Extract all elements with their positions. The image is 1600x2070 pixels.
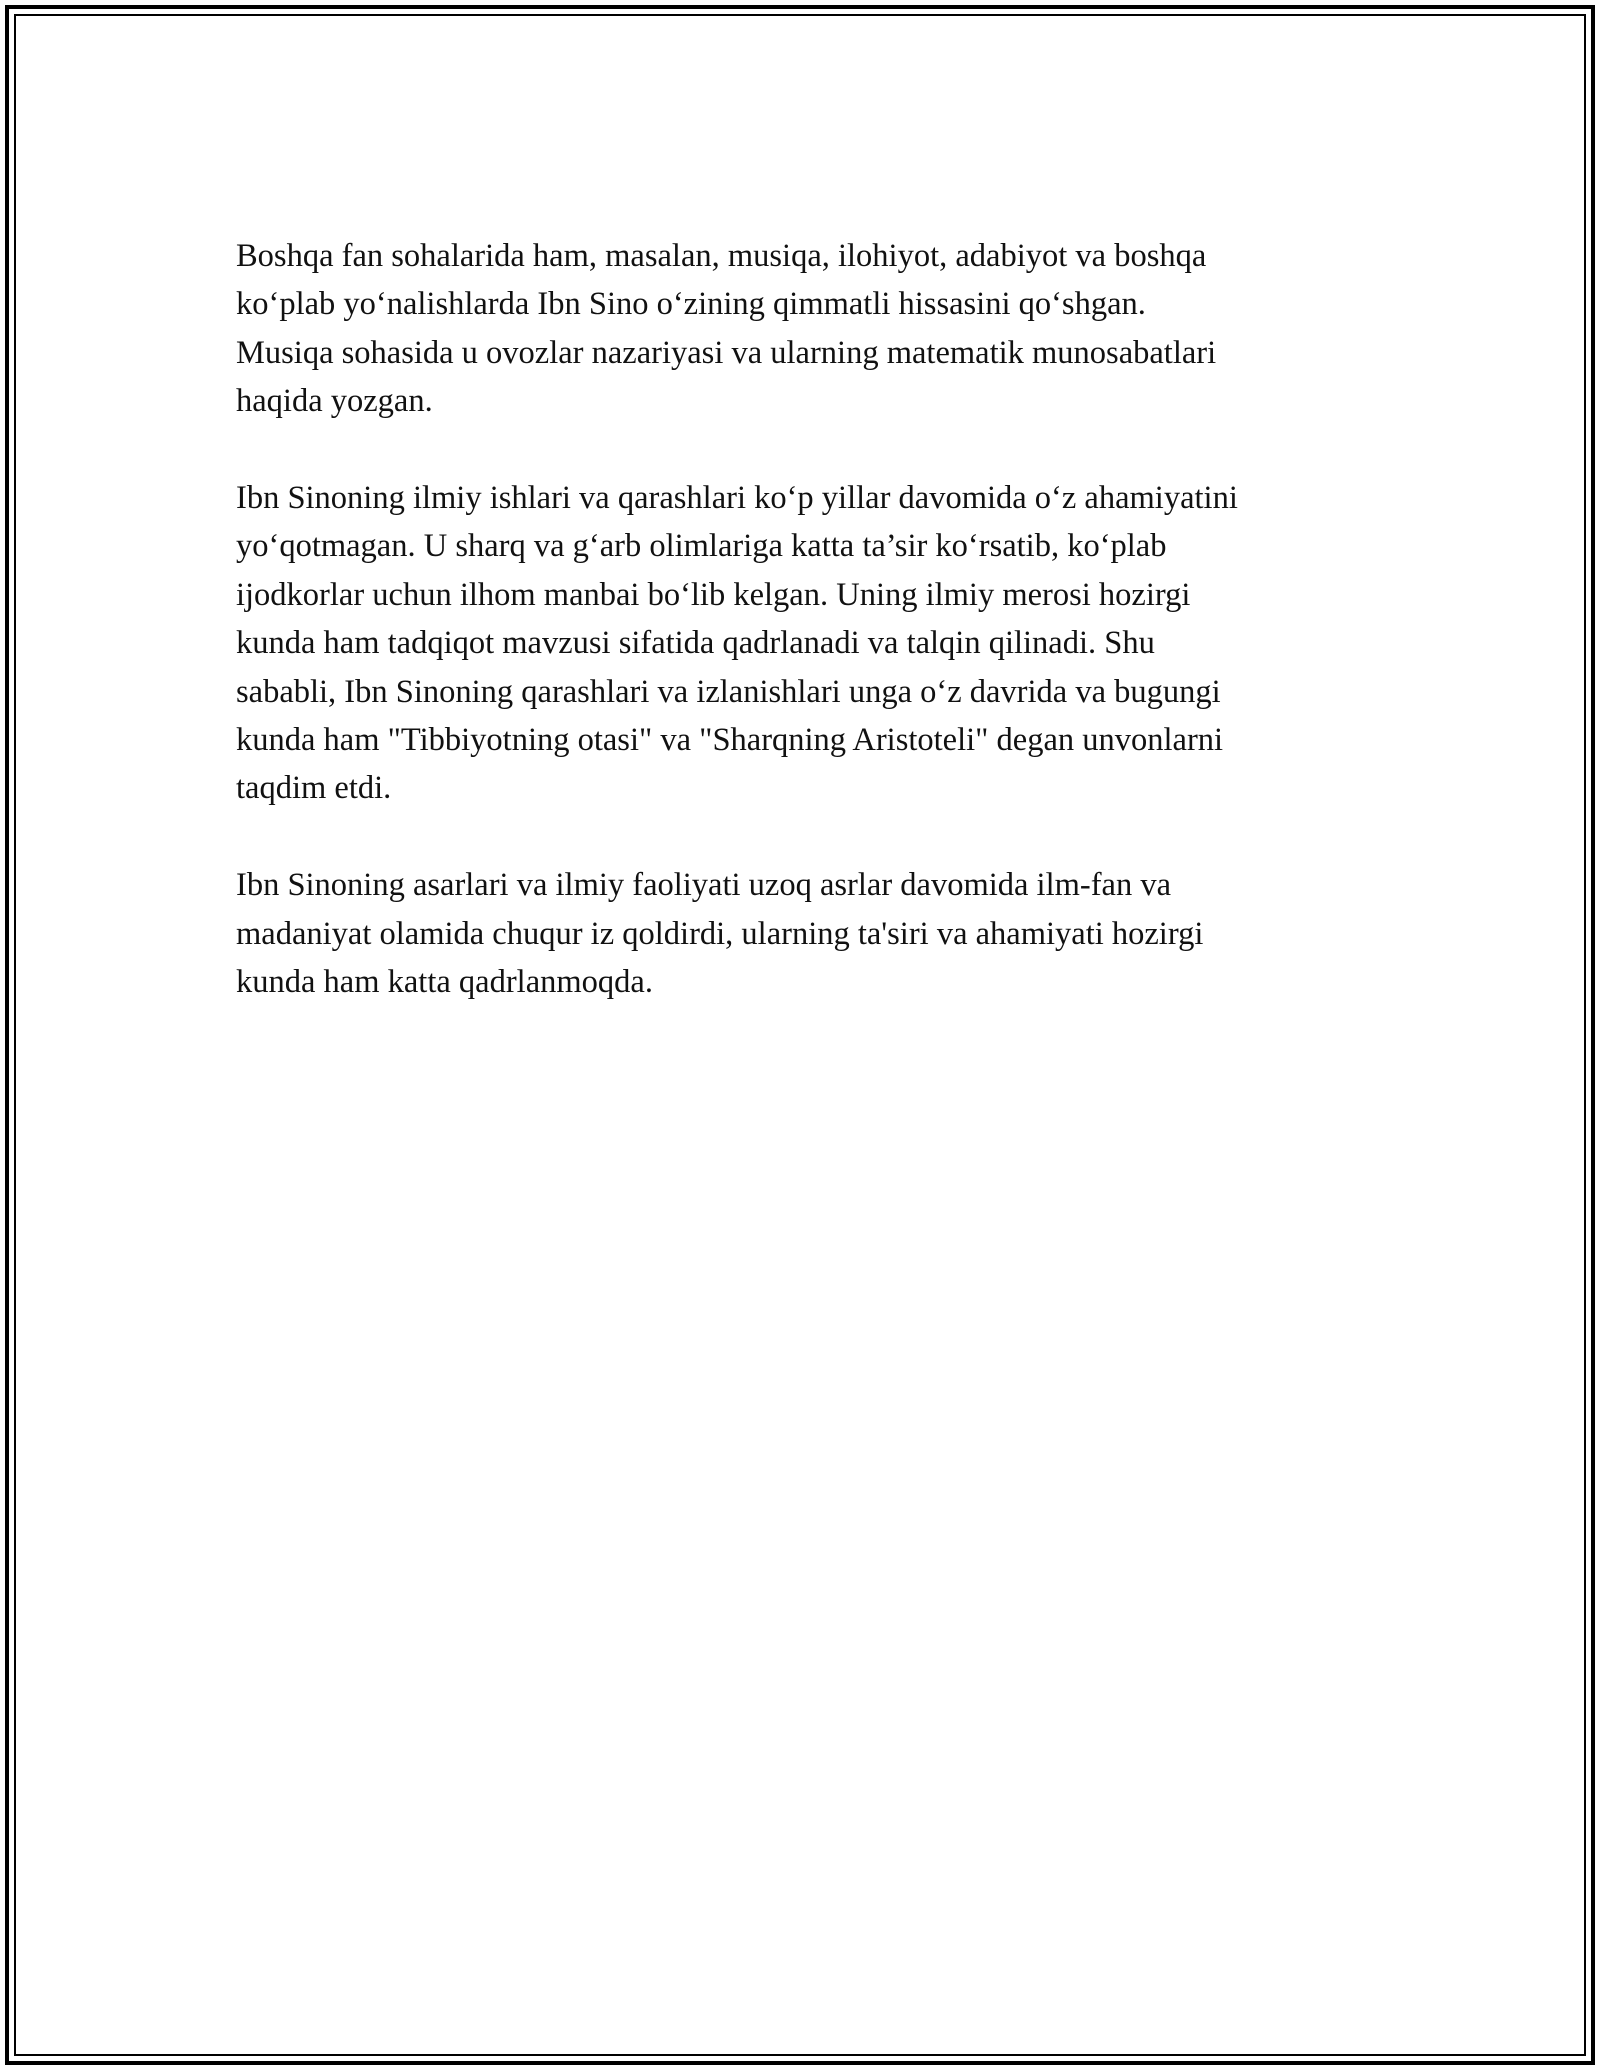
document-body: [236, 232, 1386, 1055]
paragraph-3: Ibn Sinoning asarlari va ilmiy faoliyati uzoq asrlar davomida ilm-fan va madaniyat olamida chuqur iz qoldirdi, ularning ta'siri va ahamiyati hozirgi kunda ham katta qadrlanmoqda.: [236, 867, 1204, 1001]
paragraph-2: Ibn Sinoning ilmiy ishlari va qarashlari ko‘p yillar davomida o‘z ahamiyatini yo‘qotmagan. U sharq va g‘arb olimlariga katta ta’sir ko‘rsatib, ko‘plab ijodkorlar uchun ilhom manbai bo‘lib kelgan. Uning ilmiy merosi hozirgi kunda ham tadqiqot mavzusi sifatida qadrlanadi va talqin qilinadi. Shu sababli, Ibn Sinoning qarashlari va izlanishlari unga o‘z davrida va bugungi kunda ham "Tibbiyotning otasi" va "Sharqning Aristoteli" degan unvonlarni taqdim etdi.: [236, 480, 1238, 807]
paragraph-1: Boshqa fan sohalarida ham, masalan, musiqa, ilohiyot, adabiyot va boshqa ko‘plab yo‘nalishlarda Ibn Sino o‘zining qimmatli hissasini qo‘shgan. Musiqa sohasida u ovozlar nazariyasi va ularning matematik munosabatlari haqida yozgan.: [236, 238, 1217, 420]
